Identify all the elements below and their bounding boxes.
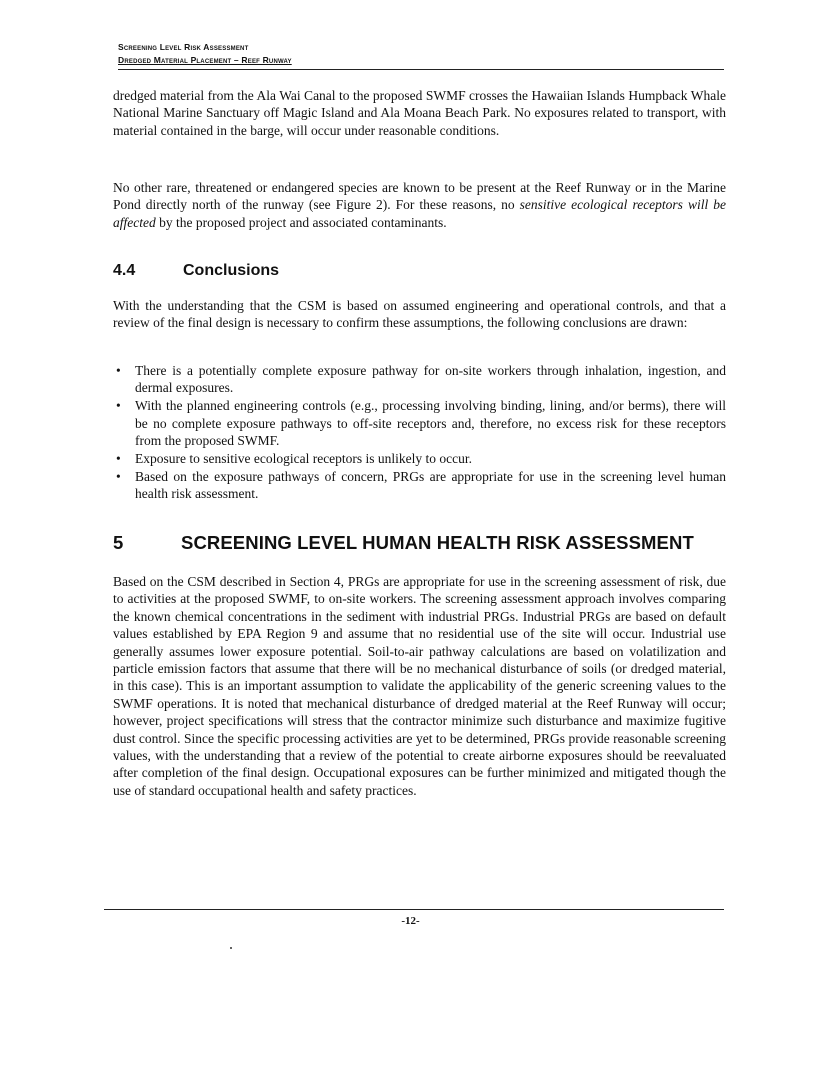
section-heading-conclusions	[113, 262, 279, 280]
paragraph-species-text: No other rare, threatened or endangered species are known to be present at the Reef Runway or in the Marine Pond directly north of the runway (see Figure 2). For these reasons, no	[113, 180, 726, 213]
header-title: Screening Level Risk Assessment	[118, 42, 249, 52]
bullet-icon: •	[116, 468, 121, 484]
conclusions-list	[113, 362, 726, 503]
bullet-icon: •	[116, 363, 121, 378]
bullet-icon: •	[116, 398, 121, 414]
scan-speck	[230, 947, 232, 949]
header-subtitle: Dredged Material Placement – Reef Runway	[118, 55, 292, 65]
list-item-text: Exposure to sensitive ecological receptors is unlikely to occur.	[135, 451, 473, 467]
list-item	[113, 362, 726, 397]
bullet-icon: •	[116, 451, 121, 467]
list-item-text: With the planned engineering controls (e.g., processing involving binding, lining, and/or berms), there will be no complete exposure pathways to off-site receptors and, therefore, no excess risk for these receptors from the proposed SWMF.	[135, 398, 726, 449]
paragraph-species-tail: by the proposed project and associated contaminants.	[155, 214, 447, 230]
section-number: 4.4	[113, 262, 136, 279]
paragraph-transport: dredged material from the Ala Wai Canal to the proposed SWMF crosses the Hawaiian Islands Humpback Whale National Marine Sanctuary off Magic Island and Ala Moana Beach Park. No exposures related to transport, with material contained in the barge, will occur under reasonable conditions.	[113, 88, 726, 138]
page-number: -12-	[401, 915, 420, 927]
paragraph-screening: Based on the CSM described in Section 4, PRGs are appropriate for use in the screening assessment of risk, due to activities at the proposed SWMF, to on-site workers. The screening assessment approach involves comparing the known chemical concentrations in the sediment with industrial PRGs. Industrial PRGs are based on default values established by EPA Region 9 and assume that no residential use of the site will occur. Industrial use generally assumes lower exposure potential. Soil-to-air pathway calculations are based on volatilization and particle emission factors that assume that there will be no mechanical disturbance of soils (or dredged material, in this case). This is an important assumption to validate the applicability of the generic screening values to the SWMF operations. It is noted that mechanical disturbance of dredged material at the Reef Runway will occur; however, project specifications will stress that the contractor minimize such disturbance and maximize fugitive dust control. Since the specific processing activities are yet to be determined, PRGs provide reasonable screening values, with the understanding that a review of the potential to create airborne exposures should be reevaluated after completion of the final design. Occupational exposures can be further minimized and mitigated though the use of standard occupational health and safety practices.	[113, 574, 726, 798]
list-item-text: There is a potentially complete exposure pathway for on-site workers through inhalation, ingestion, and dermal exposures.	[135, 363, 726, 396]
section-heading-hhra	[113, 532, 694, 554]
running-header	[118, 42, 724, 66]
list-item	[113, 450, 726, 467]
footer-rule	[104, 909, 724, 910]
paragraph-species-emphasis: sensitive ecological receptors will be affected	[113, 197, 727, 230]
section-number: 5	[113, 532, 124, 553]
section-title: Conclusions	[183, 262, 280, 279]
list-item-text: Based on the exposure pathways of concern, PRGs are appropriate for use in the screening level human health risk assessment.	[135, 468, 726, 502]
list-item	[113, 468, 726, 503]
paragraph-conclusions-intro: With the understanding that the CSM is based on assumed engineering and operational controls, and that a review of the final design is necessary to confirm these assumptions, the following conclusions are drawn:	[113, 298, 726, 331]
list-item	[113, 397, 726, 449]
header-rule	[118, 69, 724, 70]
paragraph-species	[113, 179, 726, 231]
section-title: SCREENING LEVEL HUMAN HEALTH RISK ASSESSMENT	[181, 532, 694, 553]
